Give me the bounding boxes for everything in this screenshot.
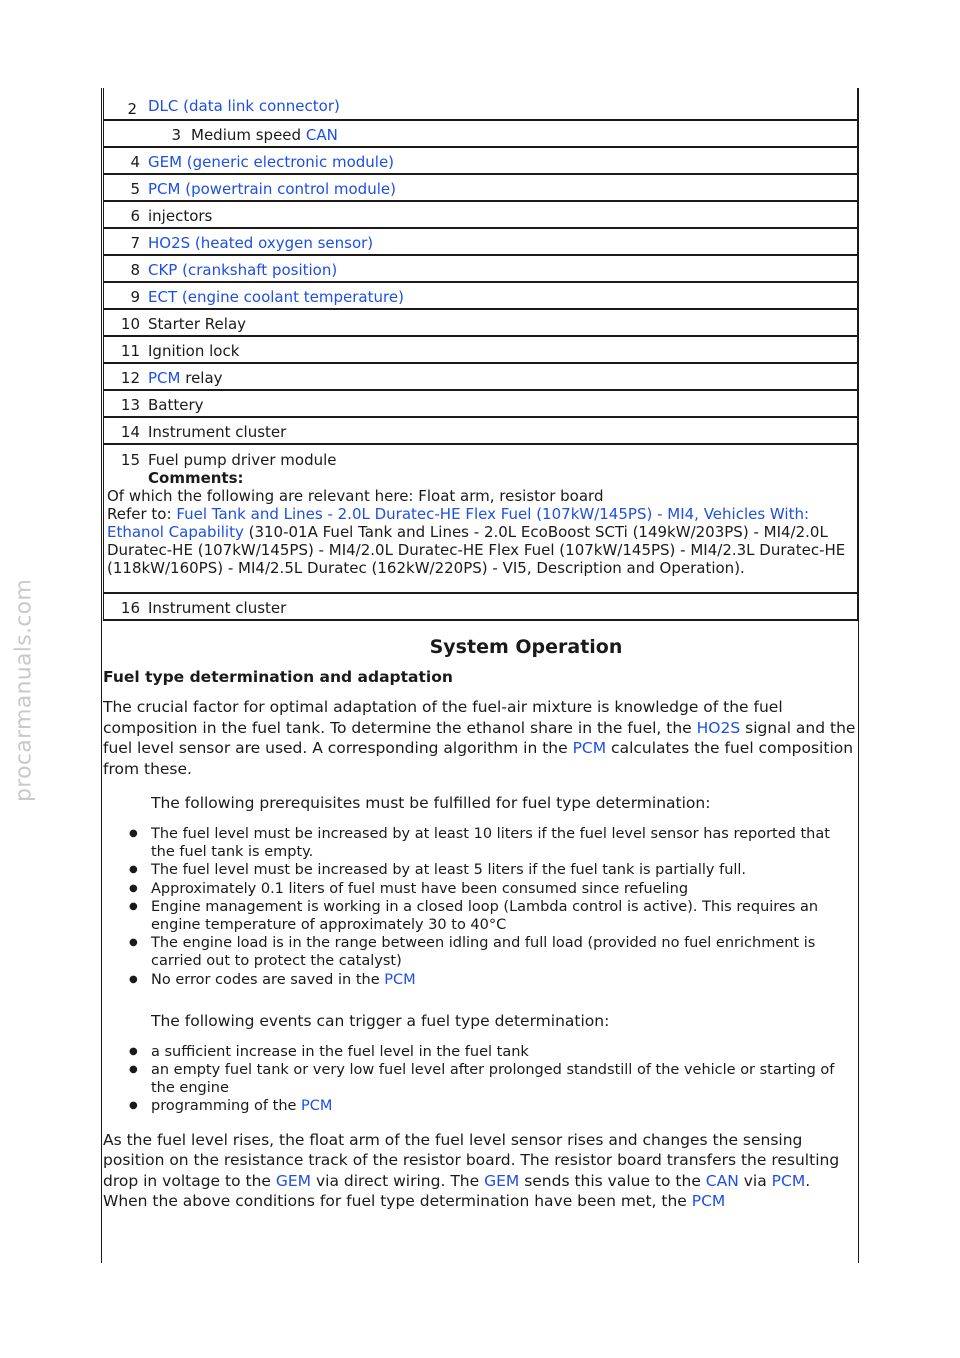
prerequisites-lead: The following prerequisites must be fulfilled for fuel type determination: [151,794,711,812]
component-link[interactable]: PCM [148,368,181,387]
list-item: ● a sufficient increase in the fuel level in the fuel tank [151,1043,856,1061]
table-row [104,121,857,148]
component-link[interactable]: ECT (engine coolant temperature) [148,287,404,306]
table-row [104,283,857,310]
row-label [140,234,373,252]
ho2s-link[interactable]: HO2S [696,718,741,737]
intro-paragraph: The crucial factor for optimal adaptation of the fuel-air mixture is knowledge of the fuel composition in the fuel tank. To determine the ethanol share in the fuel, the HO2S signal and the fuel level sensor are used. A corresponding algorithm in the PCM calculates the fuel composition from these. [103,698,856,778]
table-row [104,391,857,418]
component-text: relay [180,368,223,387]
table-row [104,445,857,594]
comment-text: Of which the following are relevant here: Float arm, resistor board [107,487,604,505]
pcm-link[interactable]: PCM [691,1192,726,1211]
list-item: ● Engine management is working in a closed loop (Lambda control is active). This requires an engine temperature of approximately 30 to 40°C [151,898,856,934]
table-row [104,148,857,175]
page-rule-right [858,88,859,1263]
row-label [140,180,396,198]
section-title: System Operation [429,636,623,658]
component-text: Instrument cluster [148,422,287,441]
component-text: Ignition lock [148,341,240,360]
component-text: Battery [148,395,204,414]
component-link[interactable]: CKP (crankshaft position) [148,260,338,279]
list-item: ● The engine load is in the range between idling and full load (provided no fuel enrichment is carried out to protect the catalyst) [151,934,856,970]
component-link[interactable]: CAN [305,125,338,144]
pcm-link[interactable]: PCM [301,1098,333,1115]
row-label [140,342,239,360]
row-number: 4 [130,152,140,171]
table-row [104,175,857,202]
table-row [104,364,857,391]
list-item: ● Approximately 0.1 liters of fuel must have been consumed since refueling [151,880,856,898]
row-label: Fuel pump driver module [148,451,337,469]
pcm-link[interactable]: PCM [572,739,607,757]
row-label [140,261,337,279]
list-item: ● No error codes are saved in the PCM [151,971,856,989]
table-row [104,229,857,256]
row-label [140,315,246,333]
comments-label: Comments: [148,469,244,487]
closing-paragraph: As the fuel level rises, the float arm of the fuel level sensor rises and changes the sensing position on the resistance track of the resistor board. The resistor board transfers the resulting drop in voltage to the GEM via direct wiring. The GEM sends this value to the CAN via PCM. When the above conditions for fuel type determination have been met, the PCM [103,1130,840,1211]
row-number: 2 [127,100,137,118]
row-label [140,396,204,414]
row-label: Instrument cluster [148,598,287,617]
row-number: 8 [130,260,140,279]
page-rule-left [101,88,102,1263]
list-item: ● programming of the PCM [151,1097,856,1115]
row-number: 12 [120,368,140,387]
refer-link[interactable]: Fuel Tank and Lines - 2.0L Duratec-HE Flex Fuel (107kW/145PS) - MI4, Vehicles With: Ethanol Capability [107,505,810,541]
row-number: 13 [120,395,140,414]
row-label [140,423,286,441]
row-label [140,369,223,387]
subheading: Fuel type determination and adaptation [103,668,453,686]
table-row [104,202,857,229]
table-row [104,594,857,621]
row-label [140,207,212,225]
component-text: Medium speed [191,125,306,144]
gem-link[interactable]: GEM [275,1171,312,1190]
row-label [140,153,394,171]
document-content [103,88,856,1212]
row-number: 6 [130,206,140,225]
component-link[interactable]: HO2S (heated oxygen sensor) [148,233,374,252]
component-text: Starter Relay [148,314,247,333]
row-label [140,288,404,306]
gem-link[interactable]: GEM [484,1171,520,1190]
side-watermark: procarmanuals.com [11,578,37,802]
prerequisites-list [103,825,856,989]
list-item: ● an empty fuel tank or very low fuel level after prolonged standstill of the vehicle or starting of the engine [151,1061,856,1097]
table-row [104,418,857,445]
row-number: 11 [120,341,140,360]
component-link[interactable]: GEM (generic electronic module) [148,152,395,171]
component-link[interactable]: DLC (data link connector) [148,97,340,115]
component-link[interactable]: PCM (powertrain control module) [148,179,396,198]
row-label [137,97,340,115]
list-item: ● The fuel level must be increased by at least 10 liters if the fuel level sensor has reported that the fuel tank is empty. [151,825,856,861]
row-number: 10 [120,314,140,333]
can-link[interactable]: CAN [705,1171,739,1190]
table-row [104,310,857,337]
row-label [181,126,338,144]
list-item: ● The fuel level must be increased by at least 5 liters if the fuel tank is partially full. [151,861,856,879]
component-text: injectors [148,206,213,225]
table-row [104,256,857,283]
row-number: 15 [120,451,140,469]
component-table [103,88,858,621]
pcm-link[interactable]: PCM [384,971,416,988]
row-number: 14 [120,422,140,441]
row-number: 16 [120,598,140,617]
pcm-link[interactable]: PCM [771,1171,806,1190]
row-number: 9 [130,287,140,306]
refer-paragraph: Refer to: Fuel Tank and Lines - 2.0L Duratec-HE Flex Fuel (107kW/145PS) - MI4, Vehicles With: Ethanol Capability (310-01A Fuel Tank and Lines - 2.0L EcoBoost SCTi (149kW/203PS) - MI4/2.0L Duratec-HE (107kW/145PS) - MI4/2.0L Duratec-HE Flex Fuel (107kW/145PS) - MI4/2.3L Duratec-HE (118kW/160PS) - MI4/2.5L Duratec (162kW/220PS) - VI5, Description and Operation). [107,505,846,577]
events-lead: The following events can trigger a fuel type determination: [151,1011,610,1030]
row-number: 3 [171,125,181,144]
row-number: 7 [130,233,140,252]
table-row [104,88,857,121]
row-number: 5 [130,179,140,198]
table-row [104,337,857,364]
events-list [103,1043,856,1116]
